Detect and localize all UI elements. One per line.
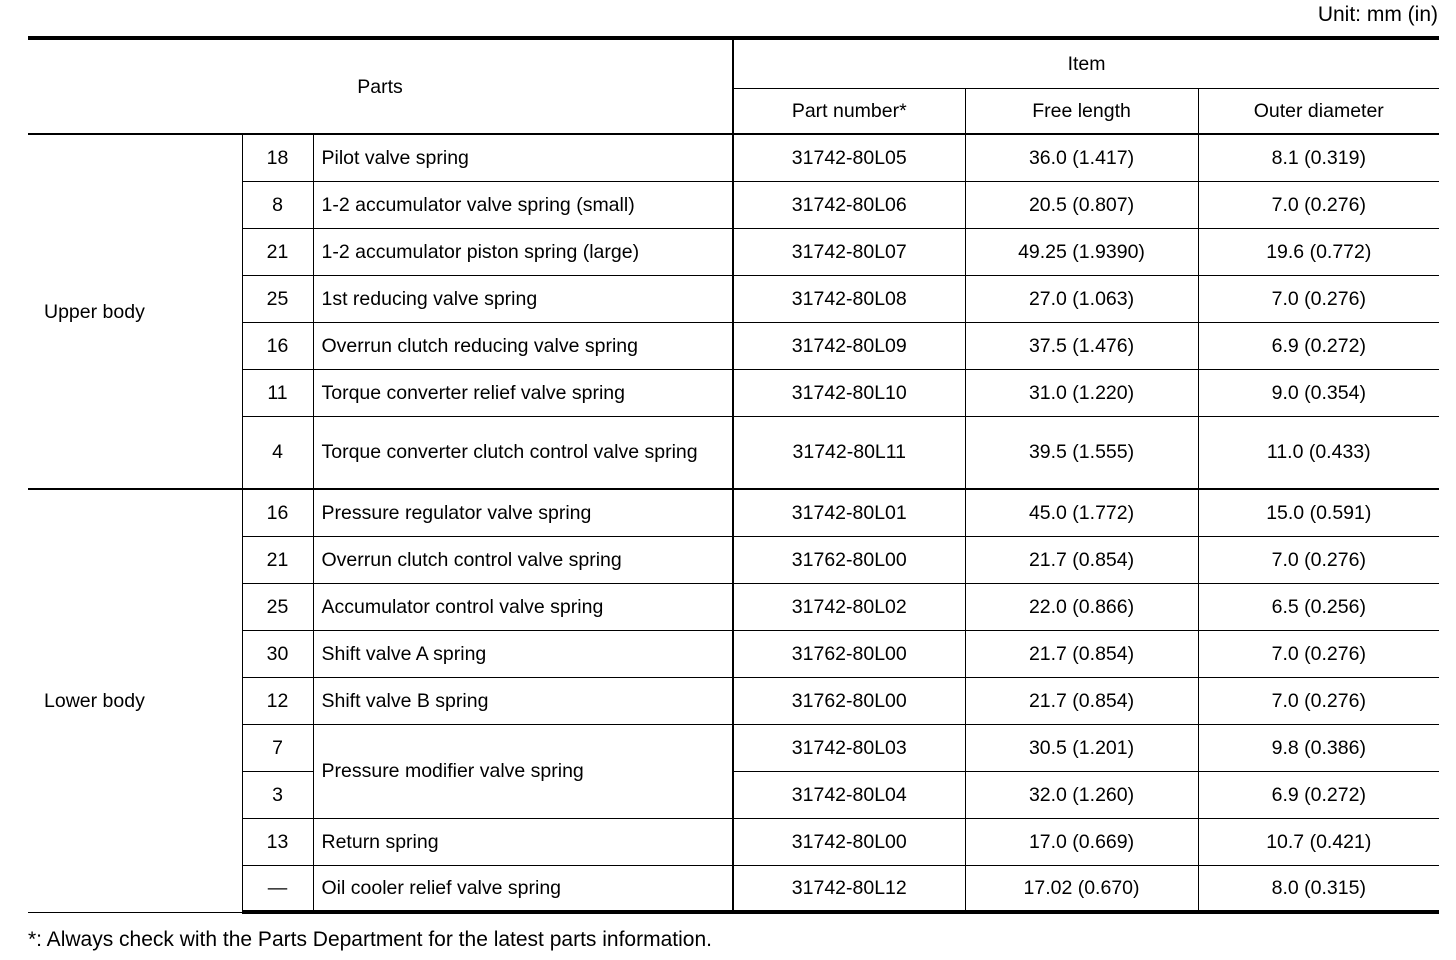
outer-diameter: 7.0 (0.276) [1198, 630, 1439, 677]
part-number: 31742-80L01 [733, 489, 965, 536]
part-number: 31742-80L02 [733, 583, 965, 630]
unit-label: Unit: mm (in) [1317, 3, 1438, 26]
outer-diameter: 9.8 (0.386) [1198, 724, 1439, 771]
ref-no: 8 [242, 181, 313, 228]
ref-no: 30 [242, 630, 313, 677]
ref-no: 3 [242, 771, 313, 818]
table-row [28, 489, 1439, 536]
outer-diameter: 6.9 (0.272) [1198, 771, 1439, 818]
part-name: Return spring [313, 818, 733, 865]
ref-no: 21 [242, 228, 313, 275]
ref-no: 16 [242, 322, 313, 369]
part-name: Oil cooler relief valve spring [313, 865, 733, 912]
part-number: 31742-80L07 [733, 228, 965, 275]
part-number: 31762-80L00 [733, 677, 965, 724]
group-upper-body: Upper body [28, 134, 242, 489]
part-number: 31762-80L00 [733, 536, 965, 583]
outer-diameter: 6.9 (0.272) [1198, 322, 1439, 369]
part-number: 31742-80L03 [733, 724, 965, 771]
part-number: 31742-80L06 [733, 181, 965, 228]
free-length: 27.0 (1.063) [965, 275, 1198, 322]
outer-diameter: 7.0 (0.276) [1198, 275, 1439, 322]
part-number: 31742-80L11 [733, 416, 965, 489]
free-length: 39.5 (1.555) [965, 416, 1198, 489]
ref-no: 25 [242, 275, 313, 322]
part-number: 31762-80L00 [733, 630, 965, 677]
part-name: Pressure modifier valve spring [313, 724, 733, 818]
ref-no: 25 [242, 583, 313, 630]
ref-no: 7 [242, 724, 313, 771]
free-length: 22.0 (0.866) [965, 583, 1198, 630]
free-length: 17.02 (0.670) [965, 865, 1198, 912]
part-name: Torque converter relief valve spring [313, 369, 733, 416]
part-name: Pilot valve spring [313, 134, 733, 181]
ref-no: 4 [242, 416, 313, 489]
part-number: 31742-80L10 [733, 369, 965, 416]
outer-diameter: 8.0 (0.315) [1198, 865, 1439, 912]
free-length: 32.0 (1.260) [965, 771, 1198, 818]
outer-diameter: 6.5 (0.256) [1198, 583, 1439, 630]
free-length: 21.7 (0.854) [965, 536, 1198, 583]
part-name: Torque converter clutch control valve spring [313, 416, 733, 489]
ref-no: 18 [242, 134, 313, 181]
header-free-length: Free length [965, 88, 1198, 134]
header-row-1 [28, 38, 1439, 88]
part-number: 31742-80L09 [733, 322, 965, 369]
outer-diameter: 15.0 (0.591) [1198, 489, 1439, 536]
part-name: Overrun clutch reducing valve spring [313, 322, 733, 369]
part-number: 31742-80L00 [733, 818, 965, 865]
part-name: Shift valve B spring [313, 677, 733, 724]
header-item: Item [733, 38, 1439, 88]
group-lower-body: Lower body [28, 489, 242, 912]
free-length: 17.0 (0.669) [965, 818, 1198, 865]
outer-diameter: 8.1 (0.319) [1198, 134, 1439, 181]
ref-no: 16 [242, 489, 313, 536]
outer-diameter: 7.0 (0.276) [1198, 677, 1439, 724]
part-number: 31742-80L12 [733, 865, 965, 912]
free-length: 37.5 (1.476) [965, 322, 1198, 369]
free-length: 31.0 (1.220) [965, 369, 1198, 416]
free-length: 30.5 (1.201) [965, 724, 1198, 771]
outer-diameter: 11.0 (0.433) [1198, 416, 1439, 489]
free-length: 36.0 (1.417) [965, 134, 1198, 181]
spring-spec-table [28, 36, 1439, 914]
footnote: *: Always check with the Parts Department for the latest parts information. [28, 928, 712, 951]
ref-no: 12 [242, 677, 313, 724]
free-length: 20.5 (0.807) [965, 181, 1198, 228]
free-length: 45.0 (1.772) [965, 489, 1198, 536]
ref-no: — [242, 865, 313, 912]
part-name: 1-2 accumulator valve spring (small) [313, 181, 733, 228]
table-row [28, 134, 1439, 181]
header-part-number: Part number* [733, 88, 965, 134]
part-name: Pressure regulator valve spring [313, 489, 733, 536]
ref-no: 21 [242, 536, 313, 583]
header-outer-diameter: Outer diameter [1198, 88, 1439, 134]
part-number: 31742-80L05 [733, 134, 965, 181]
outer-diameter: 10.7 (0.421) [1198, 818, 1439, 865]
outer-diameter: 7.0 (0.276) [1198, 536, 1439, 583]
outer-diameter: 7.0 (0.276) [1198, 181, 1439, 228]
part-name: Accumulator control valve spring [313, 583, 733, 630]
free-length: 49.25 (1.9390) [965, 228, 1198, 275]
part-number: 31742-80L04 [733, 771, 965, 818]
header-parts: Parts [28, 38, 733, 134]
part-name: 1st reducing valve spring [313, 275, 733, 322]
part-number: 31742-80L08 [733, 275, 965, 322]
part-name: 1-2 accumulator piston spring (large) [313, 228, 733, 275]
part-name: Shift valve A spring [313, 630, 733, 677]
free-length: 21.7 (0.854) [965, 630, 1198, 677]
free-length: 21.7 (0.854) [965, 677, 1198, 724]
ref-no: 13 [242, 818, 313, 865]
part-name: Overrun clutch control valve spring [313, 536, 733, 583]
ref-no: 11 [242, 369, 313, 416]
outer-diameter: 19.6 (0.772) [1198, 228, 1439, 275]
outer-diameter: 9.0 (0.354) [1198, 369, 1439, 416]
